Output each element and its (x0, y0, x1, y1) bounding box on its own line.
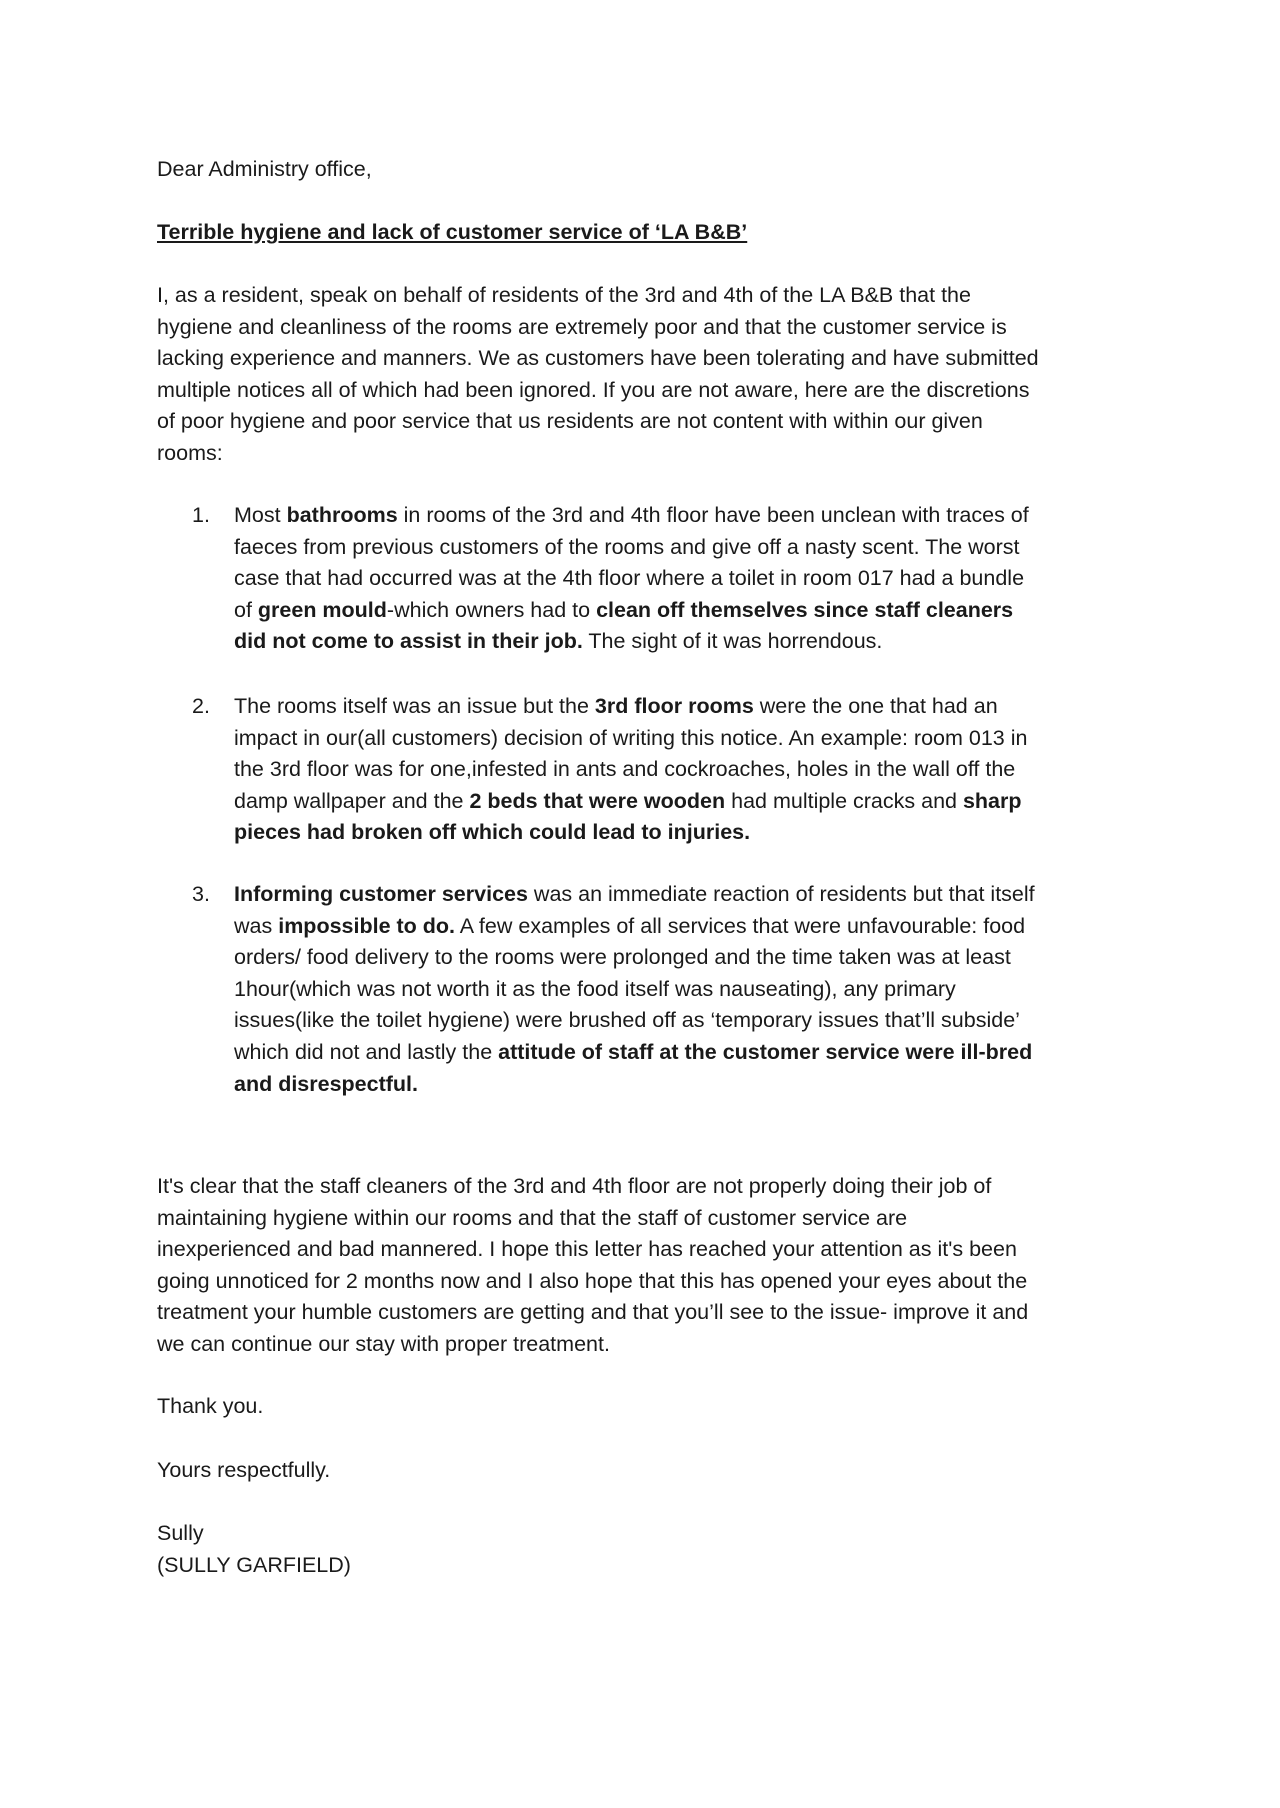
text-line (234, 500, 1029, 532)
text: hygiene and cleanliness of the rooms are extremely poor and that the customer service is (157, 314, 1007, 339)
text-line (234, 532, 1029, 564)
text-line (157, 1329, 1028, 1361)
text: impact in our(all customers) decision of writing this notice. An example: room 013 in (234, 725, 1028, 750)
list-number: 1. (192, 503, 210, 527)
list-item-text (234, 691, 1027, 849)
text: which did not and lastly the (234, 1039, 499, 1064)
text-line (234, 754, 1027, 786)
bold-text: bathrooms (286, 503, 398, 527)
text-line (234, 595, 1029, 627)
text: It's clear that the staff cleaners of the 3rd and 4th floor are not properly doing their job of (157, 1174, 992, 1198)
letter-title: Terrible hygiene and lack of customer service of ‘LA B&B’ (157, 220, 748, 244)
text: The sight of it was horrendous. (582, 629, 883, 654)
text-line (234, 563, 1029, 595)
text-line (157, 1297, 1028, 1329)
text: in rooms of the 3rd and 4th floor have been unclean with traces of (397, 503, 1029, 527)
text: we can continue our stay with proper treatment. (157, 1331, 610, 1356)
bold-text: did not come to assist in their job. (234, 629, 583, 654)
text: inexperienced and bad mannered. I hope this letter has reached your attention as it's been (157, 1237, 1017, 1262)
text: multiple notices all of which had been ignored. If you are not aware, here are the discretions (157, 377, 1030, 402)
text-line (234, 723, 1027, 755)
text: faeces from previous customers of the rooms and give off a nasty scent. The worst (234, 534, 1020, 559)
text-line (157, 438, 1039, 470)
text-line (234, 1037, 1035, 1069)
text: were the one that had an (753, 694, 998, 718)
text: damp wallpaper and the (234, 788, 470, 813)
bold-text: and disrespectful. (234, 1071, 418, 1096)
text-line (157, 375, 1039, 407)
bold-text: attitude of staff at the customer service were ill-bred (498, 1039, 1033, 1064)
thanks: Thank you. (157, 1394, 264, 1418)
text: orders/ food delivery to the rooms were prolonged and the time taken was at least (234, 945, 1011, 970)
text: was (234, 913, 279, 938)
text-line (157, 280, 1039, 312)
text: case that had occurred was at the 4th floor where a toilet in room 017 had a bundle (234, 566, 1025, 591)
text-line (234, 942, 1035, 974)
text: I, as a resident, speak on behalf of residents of the 3rd and 4th of the LA B&B that the (157, 283, 971, 307)
text: maintaining hygiene within our rooms and that the staff of customer service are (157, 1205, 908, 1230)
text: treatment your humble customers are getting and that you’ll see to the issue- improve it and (157, 1300, 1029, 1325)
bold-text: clean off themselves since staff cleaners (596, 597, 1014, 622)
text: lacking experience and manners. We as customers have been tolerating and have submitted (157, 346, 1039, 371)
text: going unnoticed for 2 months now and I also hope that this has opened your eyes about the (157, 1268, 1028, 1293)
text-line (234, 786, 1027, 818)
bold-text: Informing customer services (234, 882, 528, 906)
bold-text: impossible to do. (278, 913, 456, 938)
bold-text: 2 beds that were wooden (469, 788, 726, 813)
bold-text: pieces had broken off which could lead to injuries. (234, 820, 751, 845)
text: A few examples of all services that were unfavourable: food (455, 913, 1026, 938)
signoff: Yours respectfully. (157, 1458, 331, 1482)
text: The rooms itself was an issue but the (234, 694, 595, 718)
text: was an immediate reaction of residents but that itself (527, 882, 1035, 906)
text: issues(like the toilet hygiene) were brushed off as ‘temporary issues that’ll subside’ (234, 1008, 1020, 1033)
list-item-text (234, 879, 1035, 1100)
text: of (234, 597, 258, 622)
text-line (234, 626, 1029, 658)
full-name: (SULLY GARFIELD) (157, 1553, 351, 1577)
text-line (234, 911, 1035, 943)
text-line (157, 1171, 1028, 1203)
text-line (234, 691, 1027, 723)
bold-text: green mould (257, 597, 387, 622)
text-line (234, 879, 1035, 911)
text-line (157, 1234, 1028, 1266)
text-line (157, 1203, 1028, 1235)
salutation: Dear Administry office, (157, 157, 372, 181)
signature: Sully (157, 1521, 204, 1545)
text: the 3rd floor was for one,infested in ants and cockroaches, holes in the wall off the (234, 757, 1016, 782)
text-line (157, 343, 1039, 375)
list-number: 3. (192, 882, 210, 906)
text-line (234, 1069, 1035, 1101)
text-line (234, 1005, 1035, 1037)
text-line (234, 817, 1027, 849)
bold-text: sharp (962, 788, 1022, 813)
text: rooms: (157, 440, 223, 465)
text: Most (234, 503, 287, 527)
list-item-text (234, 500, 1029, 658)
text-line (157, 406, 1039, 438)
text: 1hour(which was not worth it as the food itself was nauseating), any primary (234, 976, 956, 1001)
bold-text: 3rd floor rooms (594, 694, 754, 718)
text-line (157, 1266, 1028, 1298)
closing-paragraph (157, 1171, 1028, 1361)
list-number: 2. (192, 694, 210, 718)
text: of poor hygiene and poor service that us residents are not content with within our given (157, 409, 983, 434)
text-line (234, 974, 1035, 1006)
intro-paragraph (157, 280, 1039, 470)
text: had multiple cracks and (725, 788, 963, 813)
text-line (157, 312, 1039, 344)
text: -which owners had to (386, 597, 597, 622)
